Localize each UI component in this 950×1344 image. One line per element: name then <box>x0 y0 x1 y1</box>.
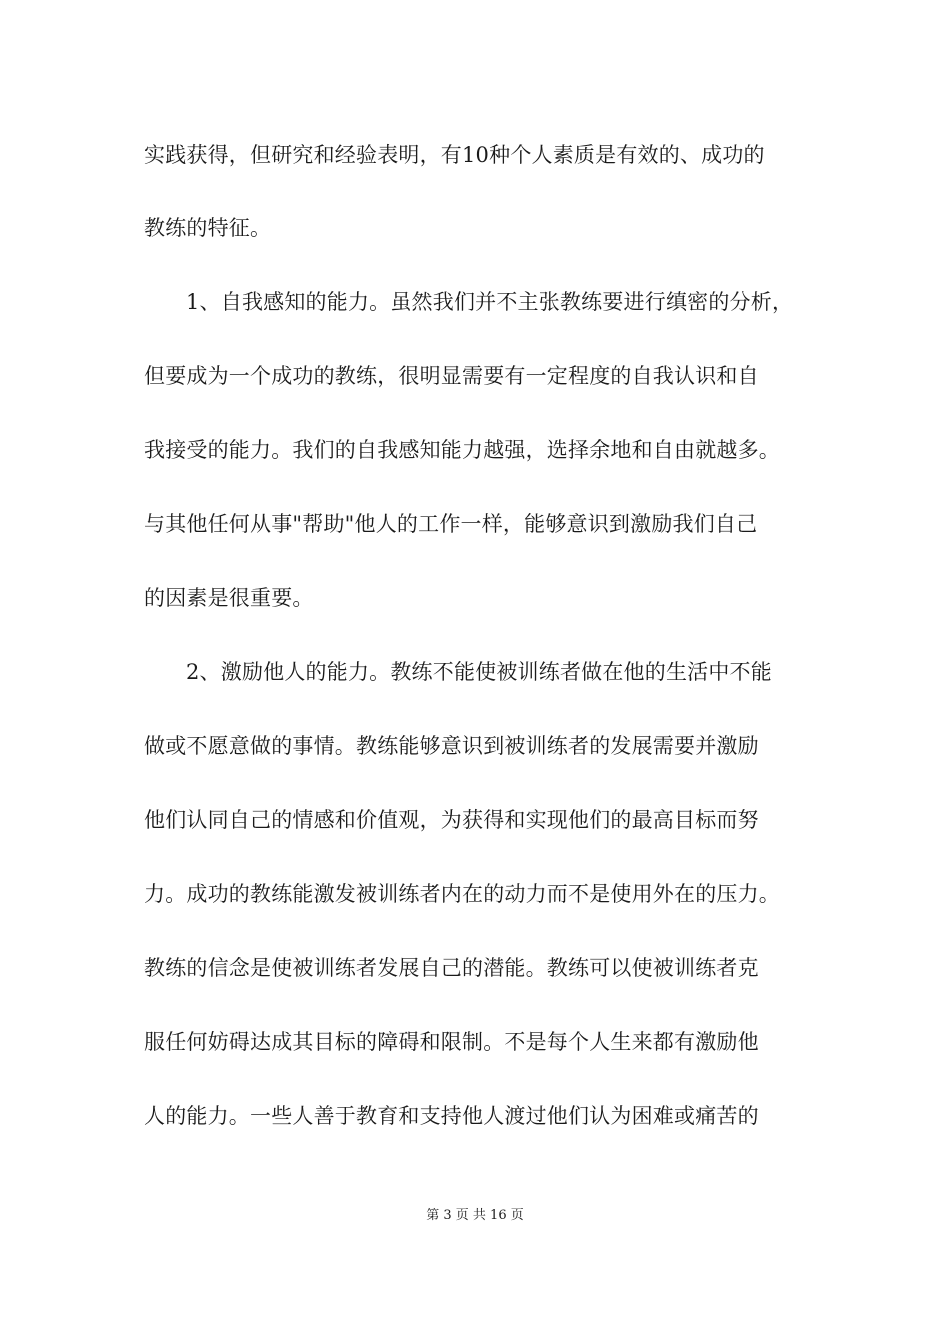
paragraph-line: 实践获得，但研究和经验表明，有10种个人素质是有效的、成功的 <box>144 143 765 167</box>
paragraph-line: 我接受的能力。我们的自我感知能力越强，选择余地和自由就越多。 <box>144 438 780 462</box>
paragraph-line: 力。成功的教练能激发被训练者内在的动力而不是使用外在的压力。 <box>144 882 780 906</box>
paragraph-line: 教练的特征。 <box>144 216 272 240</box>
paragraph-line: 与其他任何从事"帮助"他人的工作一样，能够意识到激励我们自己 <box>144 512 758 536</box>
paragraph-line: 他们认同自己的情感和价值观，为获得和实现他们的最高目标而努 <box>144 808 759 832</box>
paragraph-line: 的因素是很重要。 <box>144 586 314 610</box>
paragraph-line: 服任何妨碍达成其目标的障碍和限制。不是每个人生来都有激励他 <box>144 1030 759 1054</box>
paragraph-line: 人的能力。一些人善于教育和支持他人渡过他们认为困难或痛苦的 <box>144 1104 759 1128</box>
paragraph-line: 1、自我感知的能力。虽然我们并不主张教练要进行缜密的分析， <box>186 290 794 314</box>
page-number-footer: 第 3 页 共 16 页 <box>426 1208 524 1223</box>
paragraph-line: 但要成为一个成功的教练，很明显需要有一定程度的自我认识和自 <box>144 364 759 388</box>
paragraph-line: 做或不愿意做的事情。教练能够意识到被训练者的发展需要并激励 <box>144 734 759 758</box>
paragraph-line: 2、激励他人的能力。教练不能使被训练者做在他的生活中不能 <box>186 660 772 684</box>
paragraph-line: 教练的信念是使被训练者发展自己的潜能。教练可以使被训练者克 <box>144 956 759 980</box>
